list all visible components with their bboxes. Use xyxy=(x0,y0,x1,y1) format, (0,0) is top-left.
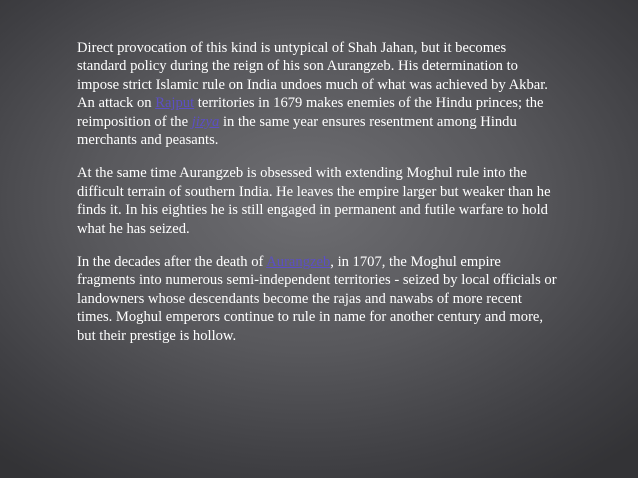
paragraph-1 xyxy=(77,39,557,149)
paragraph-2 xyxy=(77,164,557,238)
jizya-link[interactable]: jizya xyxy=(191,113,220,130)
paragraph-2-text: At the same time Aurangzeb is obsessed with extending Moghul rule into the difficult terrain of southern India. He leaves the empire larger but weaker than he finds it. In his eighties he is still engaged in permanent and futile warfare to hold what he has seized. xyxy=(77,165,551,237)
slide-text-box xyxy=(77,39,557,360)
rajput-link[interactable]: Rajput xyxy=(155,95,195,112)
paragraph-3-text-a: In the decades after the death of xyxy=(77,254,267,271)
paragraph-1-text-c: in the same year ensures resentment among Hindu merchants and peasants. xyxy=(77,113,517,149)
paragraph-1-text-b: territories in 1679 makes enemies of the Hindu princes; the reimposition of the xyxy=(77,95,544,130)
paragraph-1-text-a: Direct provocation of this kind is untypical of Shah Jahan, but it becomes standard policy during the reign of his son Aurangzeb. His determination to impose strict Islamic rule on India undoes much of what was achieved by Akbar. An attack on xyxy=(77,40,548,112)
paragraph-3 xyxy=(77,253,557,345)
aurangzeb-link[interactable]: Aurangzeb xyxy=(266,254,331,271)
paragraph-3-text-b: , in 1707, the Moghul empire fragments into numerous semi-independent territories - seized by local officials or landowners whose descendants become the rajas and nawabs of more recent times. Moghul emperors continue to rule in name for another century and more, but their prestige is hollow. xyxy=(77,254,557,344)
